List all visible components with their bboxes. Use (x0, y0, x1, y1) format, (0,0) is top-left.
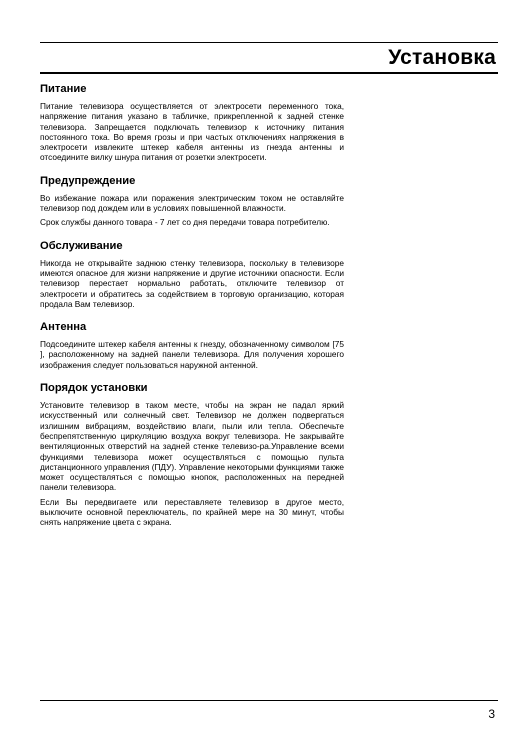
section-heading: Антенна (40, 321, 87, 334)
section-heading: Предупреждение (40, 174, 136, 187)
section-installation (40, 381, 344, 528)
section-service (40, 239, 344, 309)
section-paragraph: Если Вы передвигаете или переставляете телевизор в другое место, выключите основной переключатель, по крайней мере на 30 минут, чтобы снять напряжение цвета с экрана. (40, 496, 344, 528)
section-paragraph: Установите телевизор в таком месте, чтобы на экран не падал яркий искусственный или солнечный свет. Телевизор не должен подвергаться излишним вибрациям, воздействию влаги, пыли или тепла. Обеспечьте беспрепятственную циркуляцию воздуха вокруг телевизора. Не закрывайте вентиляционных отверстий на задней стенке телевизо-ра.Управление всеми функциями телевизора может осуществляться с помощью пульта дистанционного управления (ПДУ). Управление некоторыми функциями также может осуществляться с помощью кнопок, расположенных на передней панели телевизора. (40, 400, 344, 493)
footer-rule (40, 700, 498, 701)
section-paragraph: Во избежание пожара или поражения электрическим током не оставляйте телевизор под дождем или в условиях повышенной влажности. (40, 192, 344, 214)
section-heading: Порядок установки (40, 382, 148, 395)
title-bar (40, 42, 498, 74)
section-power (40, 82, 344, 163)
section-heading: Обслуживание (40, 239, 123, 252)
section-heading: Питание (40, 83, 87, 95)
section-paragraph: Никогда не открывайте заднюю стенку телевизора, поскольку в телевизоре имеются опасное для жизни напряжение и другие источники опасности. Если телевизор перестает нормально работать, отключите телевизор от электросети и обратитесь за содействием в торговую организацию, которая продала Вам телевизор. (40, 257, 344, 309)
section-paragraph: Подсоедините штекер кабеля антенны к гнезду, обозначенному символом [75 ], расположенному на задней панели телевизора. Для получения хорошего изображения следует пользоваться наружной антенной. (40, 339, 344, 370)
section-warning (40, 174, 344, 228)
section-antenna (40, 320, 344, 370)
section-paragraph: Срок службы данного товара - 7 лет со дня передачи товара потребителю. (40, 217, 330, 228)
page-number: 3 (488, 707, 495, 721)
page-content (40, 82, 344, 539)
page-title: Установка (388, 46, 496, 69)
section-paragraph: Питание телевизора осуществляется от электросети переменного тока, напряжение питания указано в табличке, прикрепленной к задней стенке телевизора. Запрещается подключать телевизор к источнику питания постоянного тока. Во время грозы и при частых отключениях напряжения в электросети извлеките штекер кабеля антенны из гнезда антенны и отсоедините вилку шнура питания от розетки электросети. (40, 101, 344, 163)
